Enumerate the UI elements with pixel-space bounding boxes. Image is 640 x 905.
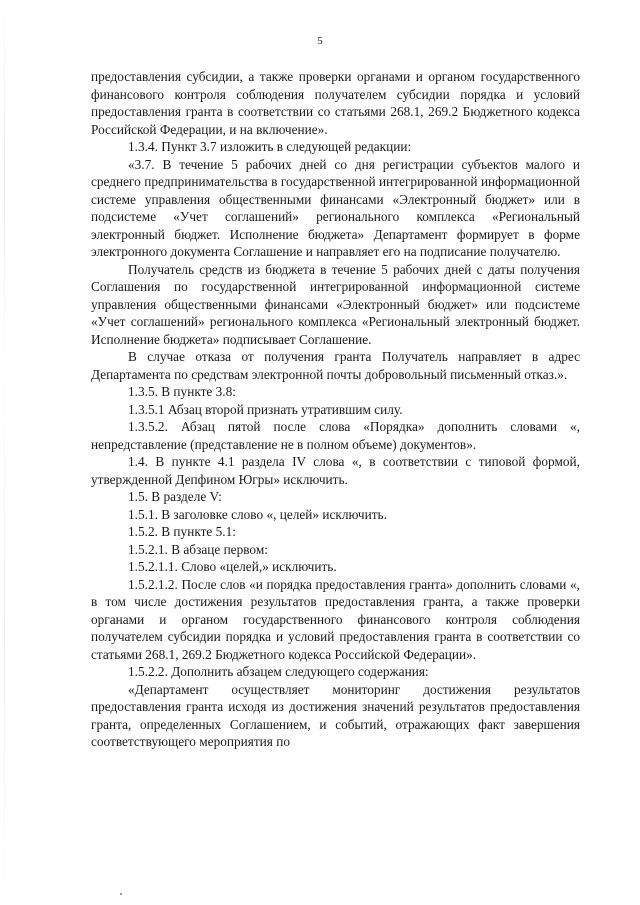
paragraph: предоставления субсидии, а также проверки органами и органом государственного финансового контроля соблюдения получателем субсидии порядка и условий предоставления гранта в соответствии со статьями 268.1, 269.2 Бюджетного кодекса Российской Федерации, и на включение». <box>91 69 580 137</box>
paragraph: 1.3.5.2. Абзац пятой после слова «Порядка» дополнить словами «, непредставление (представление не в полном объеме) документов». <box>91 419 580 452</box>
paragraph: 1.5.1. В заголовке слово «, целей» исключить. <box>128 506 387 522</box>
paragraph: 1.3.5. В пункте 3.8: <box>128 384 236 399</box>
page-number: 5 <box>317 35 323 47</box>
paragraph: Получатель средств из бюджета в течение 5 рабочих дней с даты получения Соглашения по государственной интегрированной информационной системе управления общественными финансами «Электронный бюджет» или подсистеме «Учет соглашений» регионального комплекса «Региональный электронный бюджет. Исполнение бюджета» подписывает Соглашение. <box>91 261 580 347</box>
paragraph: 1.5.2.1.2. После слов «и порядка предоставления гранта» дополнить словами «, в том числе достижения результатов предоставления гранта, а также проверки органами и органом государственного финансового контроля соблюдения получателем субсидии порядка и условий предоставления гранта в соответствии со статьями 268.1, 269.2 Бюджетного кодекса Российской Федерации». <box>91 576 580 662</box>
paragraph: 1.3.4. Пункт 3.7 изложить в следующей редакции: <box>128 139 412 154</box>
paragraph: 1.5.2. В пункте 5.1: <box>128 524 236 539</box>
paragraph: В случае отказа от получения гранта Получатель направляет в адрес Департамента по средствам электронной почты добровольный письменный отказ.». <box>91 349 580 382</box>
paragraph: 1.5.2.2. Дополнить абзацем следующего содержания: <box>128 664 429 679</box>
paragraph: 1.3.5.1 Абзац второй признать утратившим силу. <box>128 401 403 417</box>
paragraph: 1.5.2.1.1. Слово «целей,» исключить. <box>128 559 337 574</box>
scan-dot-artifact <box>120 893 122 895</box>
paragraph: «Департамент осуществляет мониторинг достижения результатов предоставления гранта исходя из достижения значений результатов предоставления гранта, определенных Соглашением, и событий, отражающих факт завершения соответствующего мероприятия по <box>91 681 580 749</box>
paragraph: 1.4. В пункте 4.1 раздела IV слова «, в соответствии с типовой формой, утвержденной Депфином Югры» исключить. <box>91 454 580 487</box>
document-body <box>91 68 580 751</box>
paragraph: «3.7. В течение 5 рабочих дней со дня регистрации субъектов малого и среднего предпринимательства в государственной интегрированной информационной системе управления общественными финансами «Электронный бюджет» или в подсистеме «Учет соглашений» регионального комплекса «Региональный электронный бюджет. Исполнение бюджета» Департамент формирует в форме электронного документа Соглашение и направляет его на подписание получателю. <box>91 156 580 259</box>
scan-edge-artifact <box>4 0 5 905</box>
paragraph: 1.5.2.1. В абзаце первом: <box>128 541 268 557</box>
paragraph: 1.5. В разделе V: <box>128 489 222 504</box>
